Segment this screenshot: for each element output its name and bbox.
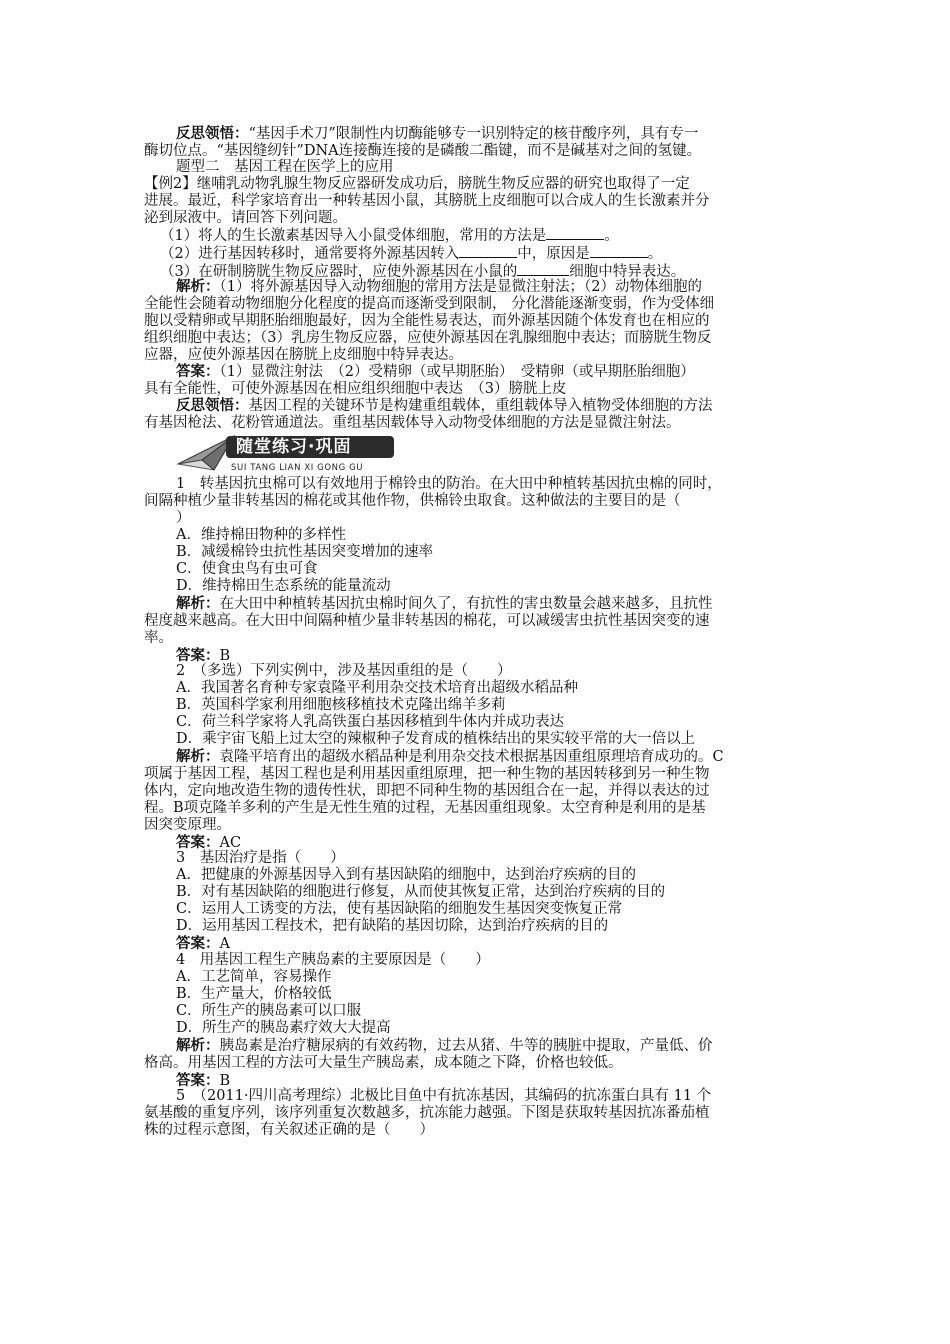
option-d: D．维持棉田生态系统的能量流动	[176, 578, 391, 594]
option-c: C．荷兰科学家将人乳高铁蛋白基因移植到牛体内并成功表达	[176, 714, 565, 730]
answer-label: 答案：	[176, 363, 220, 380]
question-2-analysis-line5: 因突变原理。	[144, 817, 231, 833]
analysis-label: 解析：	[176, 595, 220, 612]
analysis-text: （1）将外源基因导入动物细胞的常用方法是显微注射法；（2）动物体细胞的	[219, 279, 702, 295]
example-2-q1	[144, 227, 806, 245]
analysis-text: 在大田中种植转基因抗虫棉时间久了，有抗性的害虫数量会越来越多，且抗性	[219, 596, 713, 612]
answer-2	[144, 363, 806, 398]
answer-text: A	[219, 936, 230, 952]
answer-text: （1）显微注射法 （2）受精卵（或早期胚胎） 受精卵（或早期胚胎细胞）	[219, 364, 695, 380]
answer-blank	[459, 245, 517, 258]
example-2-line3: 泌到尿液中。请回答下列问题。	[144, 210, 347, 226]
question-2-analysis-line2: 项属于基因工程，基因工程也是利用基因重组原理，把一种生物的基因转移到另一种生物	[144, 766, 710, 782]
section-heading: 题型二 基因工程在医学上的应用	[176, 159, 394, 175]
question-1-line3: ）	[176, 510, 191, 526]
example-2	[144, 176, 806, 281]
analysis-2-line2: 全能性会随着动物细胞分化程度的提高而逐渐受到限制， 分化潜能逐渐变弱，作为受体细	[144, 296, 715, 312]
example-2-line1	[144, 176, 806, 193]
answer-2-line2: 具有全能性，可使外源基因在相应组织细胞中表达 （3）膀胱上皮	[144, 381, 567, 397]
question-5-line3: 株的过程示意图，有关叙述正确的是（ ）	[144, 1122, 434, 1138]
example-text: 继哺乳动物乳腺生物反应器研发成功后，膀胱生物反应器的研究也取得了一定	[196, 176, 690, 192]
q-text: 。	[604, 228, 619, 244]
question-2-analysis-line4: 程。B项克隆羊多利的产生是无性生殖的过程，无基因重组现象。太空育种是利用的是基	[144, 800, 706, 816]
q-text: 。	[647, 246, 663, 262]
q-text: （1）将人的生长激素基因导入小鼠受体细胞，常用的方法是	[160, 228, 547, 244]
question-3	[144, 850, 806, 953]
example-2-q2	[144, 245, 806, 263]
practice-banner	[176, 434, 396, 474]
question-4-analysis	[144, 1037, 806, 1055]
analysis-label: 解析：	[176, 1037, 220, 1054]
question-2-analysis-line3: 体内，定向地改造生物的遗传性状，即把不同种生物的基因组合在一起，并得以表达的过	[144, 783, 710, 799]
option-a: A．维持棉田物种的多样性	[176, 527, 346, 543]
example-2-line2: 进展。最近，科学家培育出一种转基因小鼠，其膀胱上皮细胞可以合成人的生长激素并分	[144, 193, 710, 209]
question-1-line2: 间隔种植少量非转基因的棉花或其他作物，供棉铃虫取食。这种做法的主要目的是（	[144, 493, 681, 509]
reflection-label: 反思领悟：	[176, 125, 249, 142]
option-d: D．乘宇宙飞船上过太空的辣椒种子发育成的植株结出的果实较平常的大一倍以上	[176, 731, 696, 747]
question-2	[144, 663, 806, 852]
question-1-analysis-line2: 程度越来越高。在大田中间隔种植少量非转基因的棉花，可以减缓害虫抗性基因突变的速	[144, 613, 710, 629]
question-1-line1: 1 转基因抗虫棉可以有效地用于棉铃虫的防治。在大田中种植转基因抗虫棉的同时，	[176, 476, 722, 492]
reflection-2	[144, 397, 806, 432]
answer-blank	[517, 263, 569, 276]
analysis-2-line5: 应器，应使外源基因在膀胱上皮细胞中特异表达。	[144, 347, 463, 363]
question-5-line1: 5 （2011·四川高考理综）北极比目鱼中有抗冻基因，其编码的抗冻蛋白具有 11 个	[176, 1088, 712, 1104]
question-5	[144, 1088, 806, 1139]
answer-label: 答案：	[176, 935, 220, 952]
analysis-2	[144, 278, 806, 364]
answer-2-line1	[144, 363, 806, 381]
question-2-stem: 2 （多选）下列实例中，涉及基因重组的是（ ）	[176, 663, 512, 679]
answer-label: 答案：	[176, 1072, 220, 1089]
q-text: 细胞中特异表达。	[569, 264, 686, 280]
option-d: D．运用基因工程技术，把有缺陷的基因切除，达到治疗疾病的目的	[176, 918, 609, 934]
question-4-stem: 4 用基因工程生产胰岛素的主要原因是（ ）	[176, 952, 490, 968]
option-b: B．对有基因缺陷的细胞进行修复，从而使其恢复正常，达到治疗疾病的目的	[176, 884, 666, 900]
option-c: C．使食虫鸟有虫可食	[176, 561, 318, 577]
question-3-stem: 3 基因治疗是指（ ）	[176, 850, 345, 866]
banner-subtitle: SUI TANG LIAN XI GONG GU	[231, 463, 364, 473]
reflection-text: “基因手术刀”限制性内切酶能够专一识别特定的核苷酸序列，具有专一	[248, 126, 699, 142]
type2-title	[144, 159, 806, 176]
q-text: （2）进行基因转移时，通常要将外源基因转入	[160, 246, 460, 262]
question-4-analysis-line2: 格高。用基因工程的方法可大量生产胰岛素，成本随之下降，价格也较低。	[144, 1055, 623, 1071]
q-text: 中，原因是	[517, 246, 590, 262]
answer-text: AC	[219, 835, 242, 851]
answer-text: B	[219, 648, 231, 664]
analysis-text: 袁隆平培育出的超级水稻品种是利用杂交技术根据基因重组原理培育成功的。C	[219, 749, 724, 765]
answer-blank	[546, 227, 604, 240]
question-1	[144, 476, 806, 665]
answer-label: 答案：	[176, 834, 220, 851]
option-c: C．所生产的胰岛素可以口服	[176, 1003, 362, 1019]
analysis-2-line3: 胞以受精卵或早期胚胎细胞最好，因为全能性易表达，而外源基因随个体发育也在相应的	[144, 313, 710, 329]
question-4	[144, 952, 806, 1090]
question-5-line2: 氨基酸的重复序列，该序列重复次数越多，抗冻能力越强。下图是获取转基因抗冻番茄植	[144, 1105, 710, 1121]
q-text: （3）在研制膀胱生物反应器时，应使外源基因在小鼠的	[160, 264, 518, 280]
option-a: A．把健康的外源基因导入到有基因缺陷的细胞中，达到治疗疾病的目的	[176, 867, 636, 883]
option-c: C．运用人工诱变的方法，使有基因缺陷的细胞发生基因突变恢复正常	[176, 901, 623, 917]
question-2-analysis	[144, 748, 806, 766]
reflection-1	[144, 125, 806, 160]
answer-blank	[590, 245, 648, 258]
analysis-text: 胰岛素是治疗糖尿病的有效药物，过去从猪、牛等的胰脏中提取，产量低、价	[219, 1038, 713, 1054]
analysis-label: 解析：	[176, 748, 220, 765]
option-b: B．减缓棉铃虫抗性基因突变增加的速率	[176, 544, 434, 560]
reflection-2-line1	[144, 397, 806, 415]
banner-title: 随堂练习·巩固	[226, 436, 394, 458]
option-d: D．所生产的胰岛素疗效大大提高	[176, 1020, 391, 1036]
answer-label: 答案：	[176, 647, 220, 664]
reflection-text: 基因工程的关键环节是构建重组载体，重组载体导入植物受体细胞的方法	[248, 398, 713, 414]
option-b: B．生产量大，价格较低	[176, 986, 332, 1002]
option-b: B．英国科学家利用细胞核移植技术克隆出绵羊多莉	[176, 697, 506, 713]
reflection-2-line2: 有基因枪法、花粉管通道法。重组基因载体导入动物受体细胞的方法是显微注射法。	[144, 415, 681, 431]
reflection-label: 反思领悟：	[176, 397, 249, 414]
analysis-2-line4: 组织细胞中表达；（3）乳房生物反应器，应使外源基因在乳腺细胞中表达；而膀胱生物反	[144, 330, 712, 346]
answer-text: B	[219, 1073, 231, 1089]
option-a: A．我国著名育种专家袁隆平利用杂交技术培育出超级水稻品种	[176, 680, 578, 696]
option-a: A．工艺简单，容易操作	[176, 969, 332, 985]
example-tag: 【例2】	[144, 176, 197, 192]
question-1-analysis-line3: 率。	[144, 630, 173, 646]
analysis-label: 解析：	[176, 278, 220, 295]
reflection-1-line2: 酶切位点。“基因缝纫针”DNA连接酶连接的是磷酸二酯键，而不是碱基对之间的氢键。	[144, 143, 702, 159]
reflection-1-line1	[144, 125, 806, 143]
analysis-2-line1	[144, 278, 806, 296]
question-3-answer	[144, 935, 806, 953]
question-1-analysis	[144, 595, 806, 613]
